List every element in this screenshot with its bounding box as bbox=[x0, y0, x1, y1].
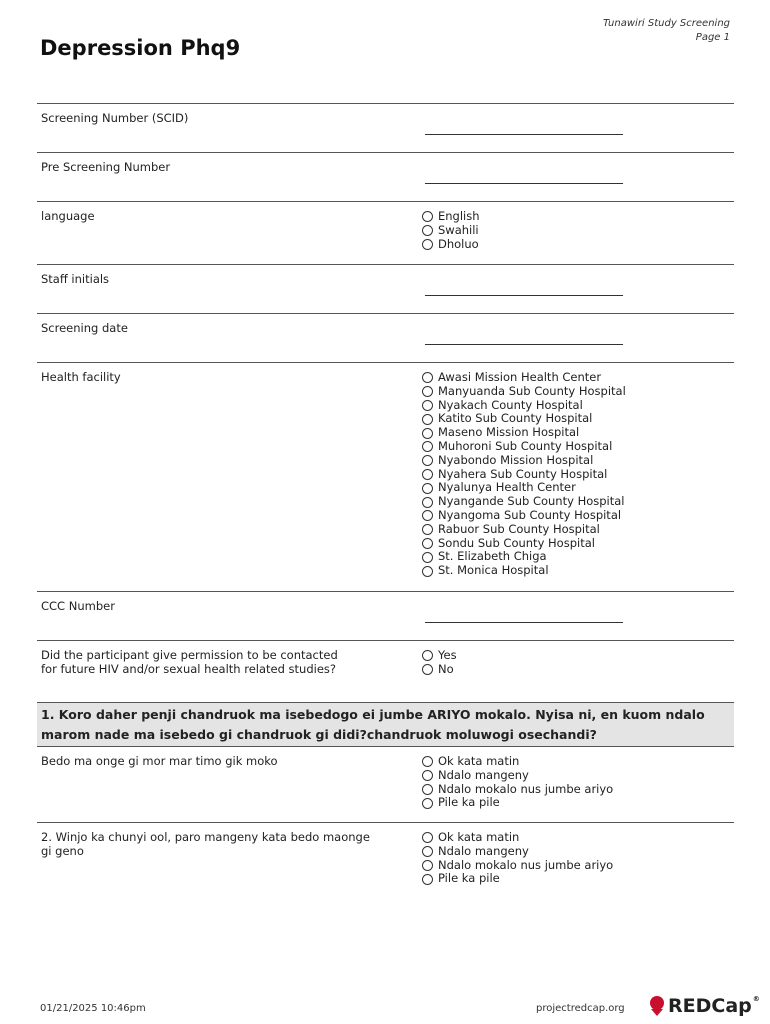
radio-button-icon[interactable] bbox=[422, 225, 433, 236]
answer-option[interactable]: Ok kata matin bbox=[421, 831, 734, 845]
study-name: Tunawiri Study Screening bbox=[602, 18, 730, 29]
answer-option[interactable]: Ndalo mangeny bbox=[421, 769, 734, 783]
radio-button-icon[interactable] bbox=[422, 650, 433, 661]
radio-button-icon[interactable] bbox=[422, 372, 433, 383]
radio-button-icon[interactable] bbox=[422, 784, 433, 795]
health-facility-option[interactable]: Nyalunya Health Center bbox=[421, 481, 734, 495]
field-language bbox=[37, 201, 734, 264]
scid-input[interactable] bbox=[425, 134, 623, 135]
health-facility-option[interactable]: Manyuanda Sub County Hospital bbox=[421, 385, 734, 399]
health-facility-option[interactable]: Nyabondo Mission Hospital bbox=[421, 454, 734, 468]
question-1 bbox=[37, 747, 734, 822]
radio-button-icon[interactable] bbox=[422, 441, 433, 452]
health-facility-option[interactable]: St. Monica Hospital bbox=[421, 564, 734, 578]
radio-button-icon[interactable] bbox=[422, 770, 433, 781]
radio-button-icon[interactable] bbox=[422, 455, 433, 466]
radio-button-icon[interactable] bbox=[422, 860, 433, 871]
answer-option[interactable]: Ok kata matin bbox=[421, 755, 734, 769]
scid-label: Screening Number (SCID) bbox=[41, 111, 189, 125]
radio-button-icon[interactable] bbox=[422, 497, 433, 508]
screening-date-label: Screening date bbox=[41, 321, 128, 335]
field-scid bbox=[37, 103, 734, 152]
study-header bbox=[603, 17, 730, 45]
health-facility-option[interactable]: Nyangande Sub County Hospital bbox=[421, 495, 734, 509]
permission-label: Did the participant give permission to be contacted for future HIV and/or sexual health related studies? bbox=[41, 648, 338, 676]
health-facility-option[interactable]: Nyangoma Sub County Hospital bbox=[421, 509, 734, 523]
pre-screening-input[interactable] bbox=[425, 183, 623, 184]
screening-date-input[interactable] bbox=[425, 344, 623, 345]
health-facility-option[interactable]: Rabuor Sub County Hospital bbox=[421, 523, 734, 537]
language-option[interactable]: English bbox=[421, 210, 734, 224]
radio-button-icon[interactable] bbox=[422, 469, 433, 480]
footer-datetime: 01/21/2025 10:46pm bbox=[40, 1003, 146, 1014]
permission-option-yes[interactable]: Yes bbox=[421, 649, 734, 663]
language-option[interactable]: Swahili bbox=[421, 224, 734, 238]
field-staff-initials bbox=[37, 264, 734, 313]
permission-option-no[interactable]: No bbox=[421, 663, 734, 677]
footer-site-link[interactable]: projectredcap.org bbox=[536, 1003, 625, 1014]
radio-button-icon[interactable] bbox=[422, 846, 433, 857]
radio-button-icon[interactable] bbox=[422, 874, 433, 885]
radio-button-icon[interactable] bbox=[422, 239, 433, 250]
health-facility-option[interactable]: Nyahera Sub County Hospital bbox=[421, 468, 734, 482]
language-option[interactable]: Dholuo bbox=[421, 238, 734, 252]
page-number: Page 1 bbox=[695, 32, 730, 43]
staff-initials-input[interactable] bbox=[425, 295, 623, 296]
field-ccc-number bbox=[37, 591, 734, 640]
form bbox=[37, 103, 734, 898]
redcap-logo bbox=[646, 995, 760, 1017]
section-header: 1. Koro daher penji chandruok ma isebedogo ei jumbe ARIYO mokalo. Nyisa ni, en kuom ndalo marom nade ma isebedo gi chandruok gi didi?chandruok moluwogi osechandi? bbox=[37, 702, 734, 747]
radio-button-icon[interactable] bbox=[422, 664, 433, 675]
radio-button-icon[interactable] bbox=[422, 756, 433, 767]
field-screening-date bbox=[37, 313, 734, 362]
health-facility-label: Health facility bbox=[41, 370, 121, 384]
question-label: Bedo ma onge gi mor mar timo gik moko bbox=[41, 754, 278, 768]
answer-option[interactable]: Pile ka pile bbox=[421, 796, 734, 810]
field-pre-screening bbox=[37, 152, 734, 201]
redcap-logo-icon bbox=[646, 995, 668, 1017]
redcap-logo-text: REDCap® bbox=[668, 995, 760, 1017]
health-facility-option[interactable]: Maseno Mission Hospital bbox=[421, 426, 734, 440]
radio-button-icon[interactable] bbox=[422, 538, 433, 549]
radio-button-icon[interactable] bbox=[422, 414, 433, 425]
radio-button-icon[interactable] bbox=[422, 510, 433, 521]
radio-button-icon[interactable] bbox=[422, 483, 433, 494]
health-facility-options bbox=[421, 363, 734, 591]
radio-button-icon[interactable] bbox=[422, 552, 433, 563]
radio-button-icon[interactable] bbox=[422, 211, 433, 222]
radio-button-icon[interactable] bbox=[422, 386, 433, 397]
language-label: language bbox=[41, 209, 95, 223]
field-health-facility bbox=[37, 362, 734, 591]
answer-option[interactable]: Pile ka pile bbox=[421, 872, 734, 886]
health-facility-option[interactable]: Nyakach County Hospital bbox=[421, 399, 734, 413]
health-facility-option[interactable]: Katito Sub County Hospital bbox=[421, 412, 734, 426]
form-title: Depression Phq9 bbox=[40, 36, 241, 60]
ccc-number-label: CCC Number bbox=[41, 599, 115, 613]
pre-screening-label: Pre Screening Number bbox=[41, 160, 171, 174]
health-facility-option[interactable]: Sondu Sub County Hospital bbox=[421, 537, 734, 551]
staff-initials-label: Staff initials bbox=[41, 272, 110, 286]
radio-button-icon[interactable] bbox=[422, 400, 433, 411]
radio-button-icon[interactable] bbox=[422, 798, 433, 809]
ccc-number-input[interactable] bbox=[425, 622, 623, 623]
radio-button-icon[interactable] bbox=[422, 428, 433, 439]
question-label: 2. Winjo ka chunyi ool, paro mangeny kata bedo maonge gi geno bbox=[41, 830, 370, 858]
answer-option[interactable]: Ndalo mangeny bbox=[421, 845, 734, 859]
health-facility-option[interactable]: St. Elizabeth Chiga bbox=[421, 550, 734, 564]
radio-button-icon[interactable] bbox=[422, 524, 433, 535]
radio-button-icon[interactable] bbox=[422, 566, 433, 577]
health-facility-option[interactable]: Muhoroni Sub County Hospital bbox=[421, 440, 734, 454]
answer-option[interactable]: Ndalo mokalo nus jumbe ariyo bbox=[421, 859, 734, 873]
answer-option[interactable]: Ndalo mokalo nus jumbe ariyo bbox=[421, 783, 734, 797]
question-2 bbox=[37, 822, 734, 898]
field-permission bbox=[37, 640, 734, 702]
radio-button-icon[interactable] bbox=[422, 832, 433, 843]
health-facility-option[interactable]: Awasi Mission Health Center bbox=[421, 371, 734, 385]
